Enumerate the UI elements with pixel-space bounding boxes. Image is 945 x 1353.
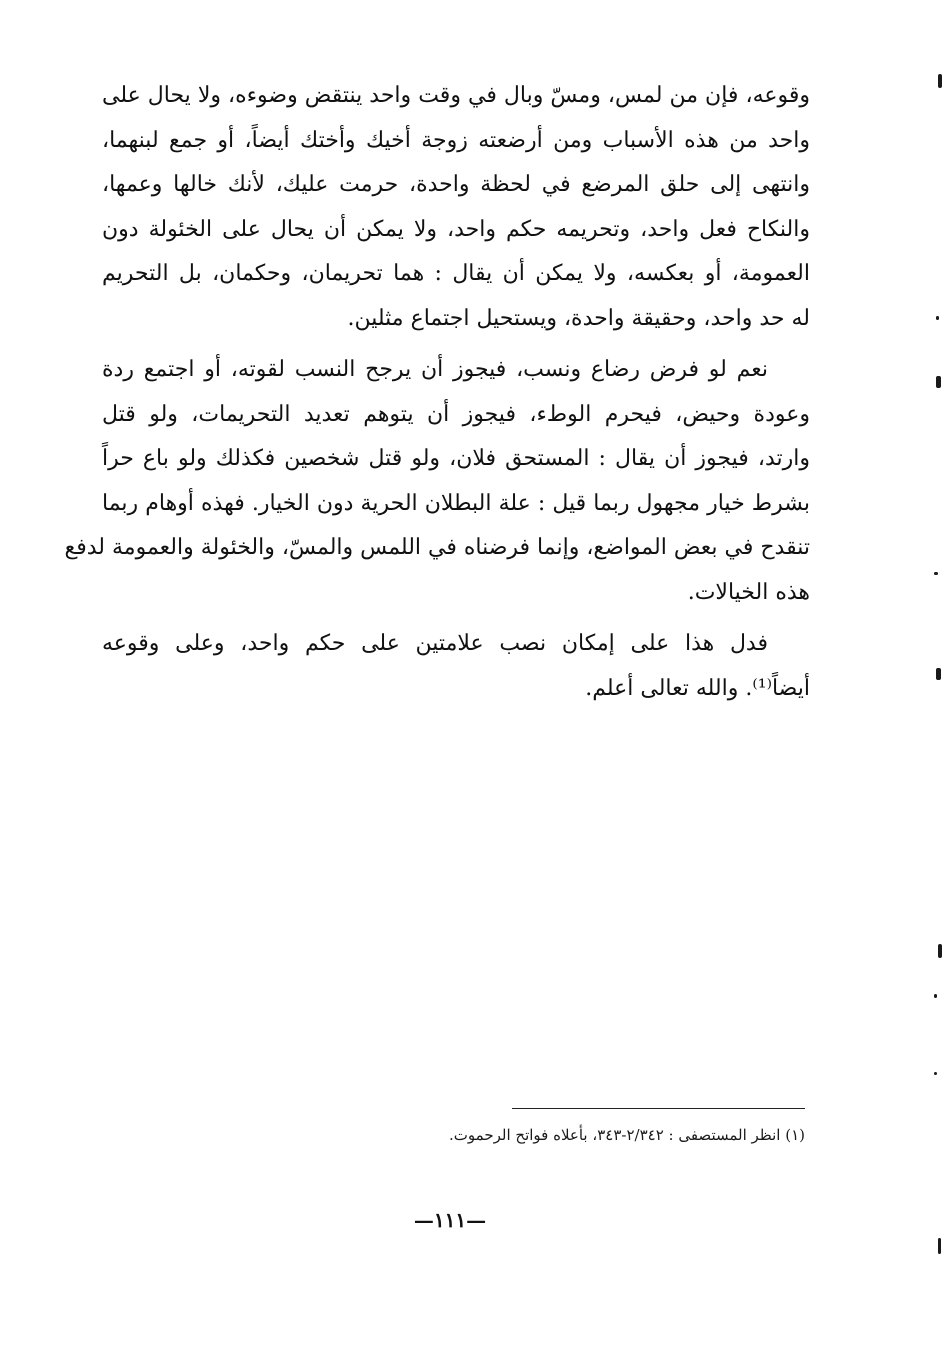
text-line: وانتهى إلى حلق المرضع في لحظة واحدة، حرمت عليك، لأنك خالها وعمها، bbox=[102, 172, 810, 197]
scan-edge-mark bbox=[936, 316, 939, 320]
text-line: واحد من هذه الأسباب ومن أرضعته زوجة أخيك وأختك أيضاً، أو جمع لبنهما، bbox=[102, 127, 810, 153]
footnote: (١) انظر المستصفى : ٢/٣٤٢-٣٤٣، بأعلاه فواتح الرحموت. bbox=[449, 1126, 805, 1144]
scan-edge-mark bbox=[938, 1238, 941, 1254]
text-line: نعم لو فرض رضاع ونسب، فيجوز أن يرجح النسب لقوته، أو اجتمع ردة bbox=[102, 357, 768, 382]
paragraph-1 bbox=[102, 74, 810, 341]
text-line: والنكاح فعل واحد، وتحريمه حكم واحد، ولا يمكن أن يحال على الخئولة دون bbox=[102, 216, 810, 242]
text-line: وقوعه، فإن من لمس، ومسّ وبال في وقت واحد ينتقض وضوءه، ولا يحال على bbox=[102, 83, 810, 108]
scan-edge-mark bbox=[936, 668, 941, 680]
main-text bbox=[64, 74, 810, 711]
scan-edge-mark bbox=[936, 376, 941, 388]
text-line: العمومة، أو بعكسه، ولا يمكن أن يقال : هما تحريمان، وحكمان، بل التحريم bbox=[102, 261, 810, 286]
text-line: له حد واحد، وحقيقة واحدة، ويستحيل اجتماع مثلين. bbox=[347, 305, 810, 331]
page-number: —١١١— bbox=[413, 1208, 487, 1232]
scan-edge-mark bbox=[938, 74, 942, 88]
text-line: بشرط خيار مجهول ربما قيل : علة البطلان الحرية دون الخيار. فهذه أوهام ربما bbox=[102, 490, 810, 516]
paragraph-2 bbox=[64, 348, 810, 615]
footnote-separator bbox=[512, 1108, 805, 1109]
paragraph-3 bbox=[102, 622, 810, 711]
scan-edge-mark bbox=[938, 944, 942, 958]
text-line: أيضاً⁽¹⁾. والله تعالى أعلم. bbox=[585, 675, 810, 701]
text-line: هذه الخيالات. bbox=[687, 579, 810, 605]
text-line: وعودة وحيض، فيحرم الوطء، فيجوز أن يتوهم تعديد التحريمات، ولو قتل bbox=[102, 401, 810, 427]
scan-edge-mark bbox=[934, 994, 937, 998]
text-line: وارتد، فيجوز أن يقال : المستحق فلان، ولو قتل شخصين فكذلك ولو باع حراً bbox=[102, 446, 810, 471]
scan-edge-mark bbox=[934, 572, 938, 575]
scan-edge-mark bbox=[934, 1072, 937, 1075]
text-line: تنقدح في بعض المواضع، وإنما فرضناه في اللمس والمسّ، والخئولة والعمومة لدفع bbox=[64, 535, 810, 560]
text-line: فدل هذا على إمكان نصب علامتين على حكم واحد، وعلى وقوعه bbox=[102, 631, 768, 656]
